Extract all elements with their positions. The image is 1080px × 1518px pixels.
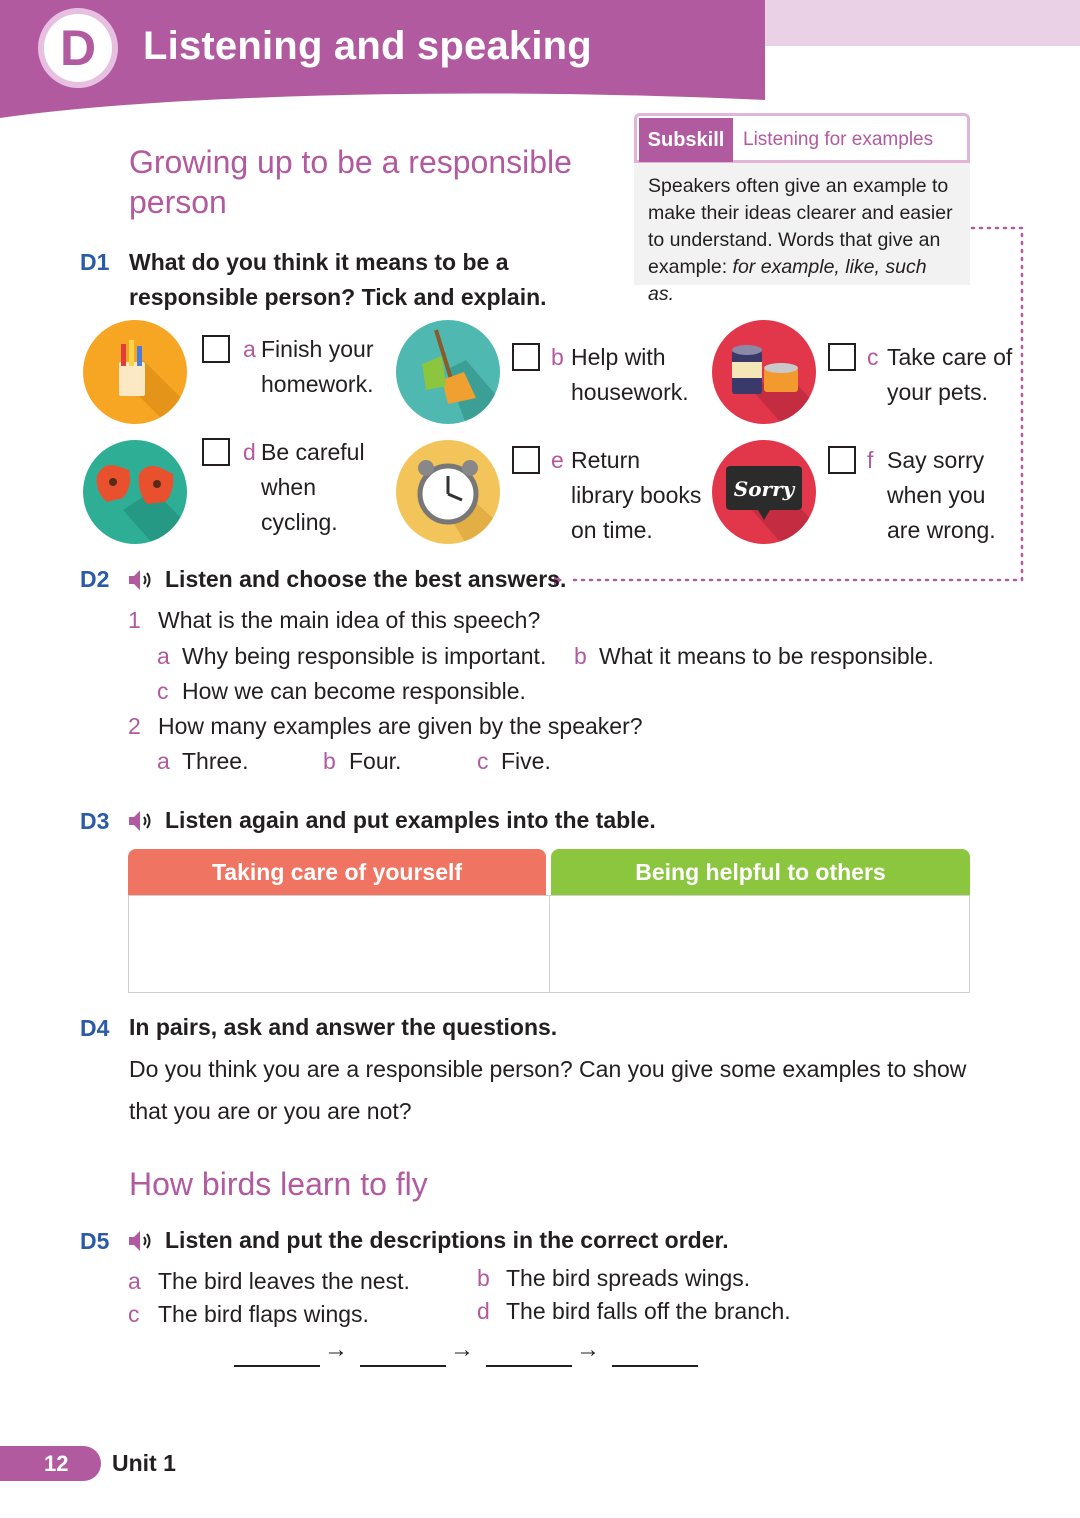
option-letter: e [551, 447, 564, 473]
audio-icon[interactable] [127, 808, 153, 834]
option-letter: a [243, 336, 256, 362]
option-c-text: Take care of your pets. [887, 344, 1013, 405]
audio-icon[interactable] [127, 567, 153, 593]
section-title-birds: How birds learn to fly [129, 1166, 428, 1202]
checkbox-e[interactable] [512, 446, 540, 474]
activity-number-d5: D5 [80, 1228, 110, 1254]
subskill-header [634, 113, 970, 163]
option-letter: c [128, 1301, 140, 1327]
option-text: The bird flaps wings. [158, 1301, 369, 1327]
activity-number-d4: D4 [80, 1015, 110, 1041]
pencil-cup-icon [83, 320, 187, 424]
table-cell-others[interactable] [549, 895, 970, 993]
arrow-icon: → [324, 1336, 348, 1363]
section-badge [38, 8, 118, 88]
header-band-right [765, 0, 1080, 46]
sorry-text: Sorry [733, 477, 795, 501]
table-header-others: Being helpful to others [551, 849, 970, 895]
option-text: The bird falls off the branch. [506, 1298, 791, 1324]
section-title-responsible: Growing up to be a responsible person [129, 144, 572, 220]
sorry-speech-bubble-icon [712, 440, 816, 544]
option-text: Five. [501, 748, 551, 774]
answer-blank[interactable] [234, 1365, 320, 1367]
subskill-line: to understand. Words that give an [648, 229, 941, 251]
table-cell-yourself[interactable] [128, 895, 549, 993]
activity-number-d1: D1 [80, 249, 110, 275]
option-letter: d [477, 1298, 490, 1324]
checkbox-d[interactable] [202, 438, 230, 466]
answer-blank[interactable] [612, 1365, 698, 1367]
subskill-label: Listening for examples [743, 129, 934, 150]
table-header-yourself: Taking care of yourself [128, 849, 546, 895]
option-text: The bird spreads wings. [506, 1265, 751, 1291]
option-text: What it means to be responsible. [599, 643, 934, 669]
option-letter: b [551, 344, 564, 370]
option-f-text: Say sorry when you are wrong. [887, 447, 996, 543]
question-number: 1 [128, 607, 141, 633]
arrow-icon: → [450, 1336, 474, 1363]
answer-blank[interactable] [486, 1365, 572, 1367]
page-number: 12 [0, 1446, 101, 1481]
option-text: The bird leaves the nest. [158, 1268, 410, 1294]
option-letter: a [157, 748, 170, 774]
d3-instruction: Listen again and put examples into the table. [165, 807, 656, 833]
option-letter: b [574, 643, 587, 669]
option-b-text: Help with housework. [571, 344, 689, 405]
option-text: Four. [349, 748, 402, 774]
activity-number-d3: D3 [80, 808, 110, 834]
option-letter: c [867, 344, 879, 370]
question-text: How many examples are given by the speaker? [158, 713, 643, 739]
d2-instruction: Listen and choose the best answers. [165, 566, 567, 592]
option-letter: c [477, 748, 489, 774]
checkbox-c[interactable] [828, 343, 856, 371]
option-text: How we can become responsible. [182, 678, 526, 704]
option-letter: b [477, 1265, 490, 1291]
option-letter: b [323, 748, 336, 774]
cycling-gloves-icon [83, 440, 187, 544]
alarm-clock-icon [396, 440, 500, 544]
d4-question-text: Do you think you are a responsible person? Can you give some examples to show that you are or you are not? [129, 1056, 967, 1124]
option-letter: c [157, 678, 169, 704]
option-text: Three. [182, 748, 249, 774]
section-letter: D [59, 20, 97, 76]
d4-instruction: In pairs, ask and answer the questions. [129, 1014, 558, 1040]
option-letter: a [128, 1268, 141, 1294]
pet-food-cans-icon [712, 320, 816, 424]
option-d-text: Be careful when cycling. [261, 439, 365, 535]
broom-dustpan-icon [396, 320, 500, 424]
question-number: 2 [128, 713, 141, 739]
option-letter: a [157, 643, 170, 669]
d5-instruction: Listen and put the descriptions in the correct order. [165, 1227, 729, 1253]
answer-blank[interactable] [360, 1365, 446, 1367]
audio-icon[interactable] [127, 1228, 153, 1254]
activity-number-d2: D2 [80, 566, 110, 592]
d1-instruction: What do you think it means to be a responsible person? Tick and explain. [129, 249, 547, 310]
checkbox-b[interactable] [512, 343, 540, 371]
arrow-icon: → [576, 1336, 600, 1363]
option-letter: d [243, 439, 256, 465]
option-text: Why being responsible is important. [182, 643, 547, 669]
examples-table [128, 849, 970, 993]
checkbox-f[interactable] [828, 446, 856, 474]
option-letter: f [867, 447, 874, 473]
page-title: Listening and speaking [143, 24, 592, 68]
subskill-tag: Subskill [639, 118, 733, 162]
subskill-line: make their ideas clearer and easier [648, 202, 953, 224]
subskill-line: example: for example, like, such as. [648, 256, 927, 305]
subskill-line: Speakers often give an example to [648, 175, 949, 197]
option-a-text: Finish your homework. [261, 336, 374, 397]
checkbox-a[interactable] [202, 335, 230, 363]
option-e-text: Return library books on time. [571, 447, 702, 543]
unit-label: Unit 1 [112, 1450, 176, 1476]
question-text: What is the main idea of this speech? [158, 607, 541, 633]
